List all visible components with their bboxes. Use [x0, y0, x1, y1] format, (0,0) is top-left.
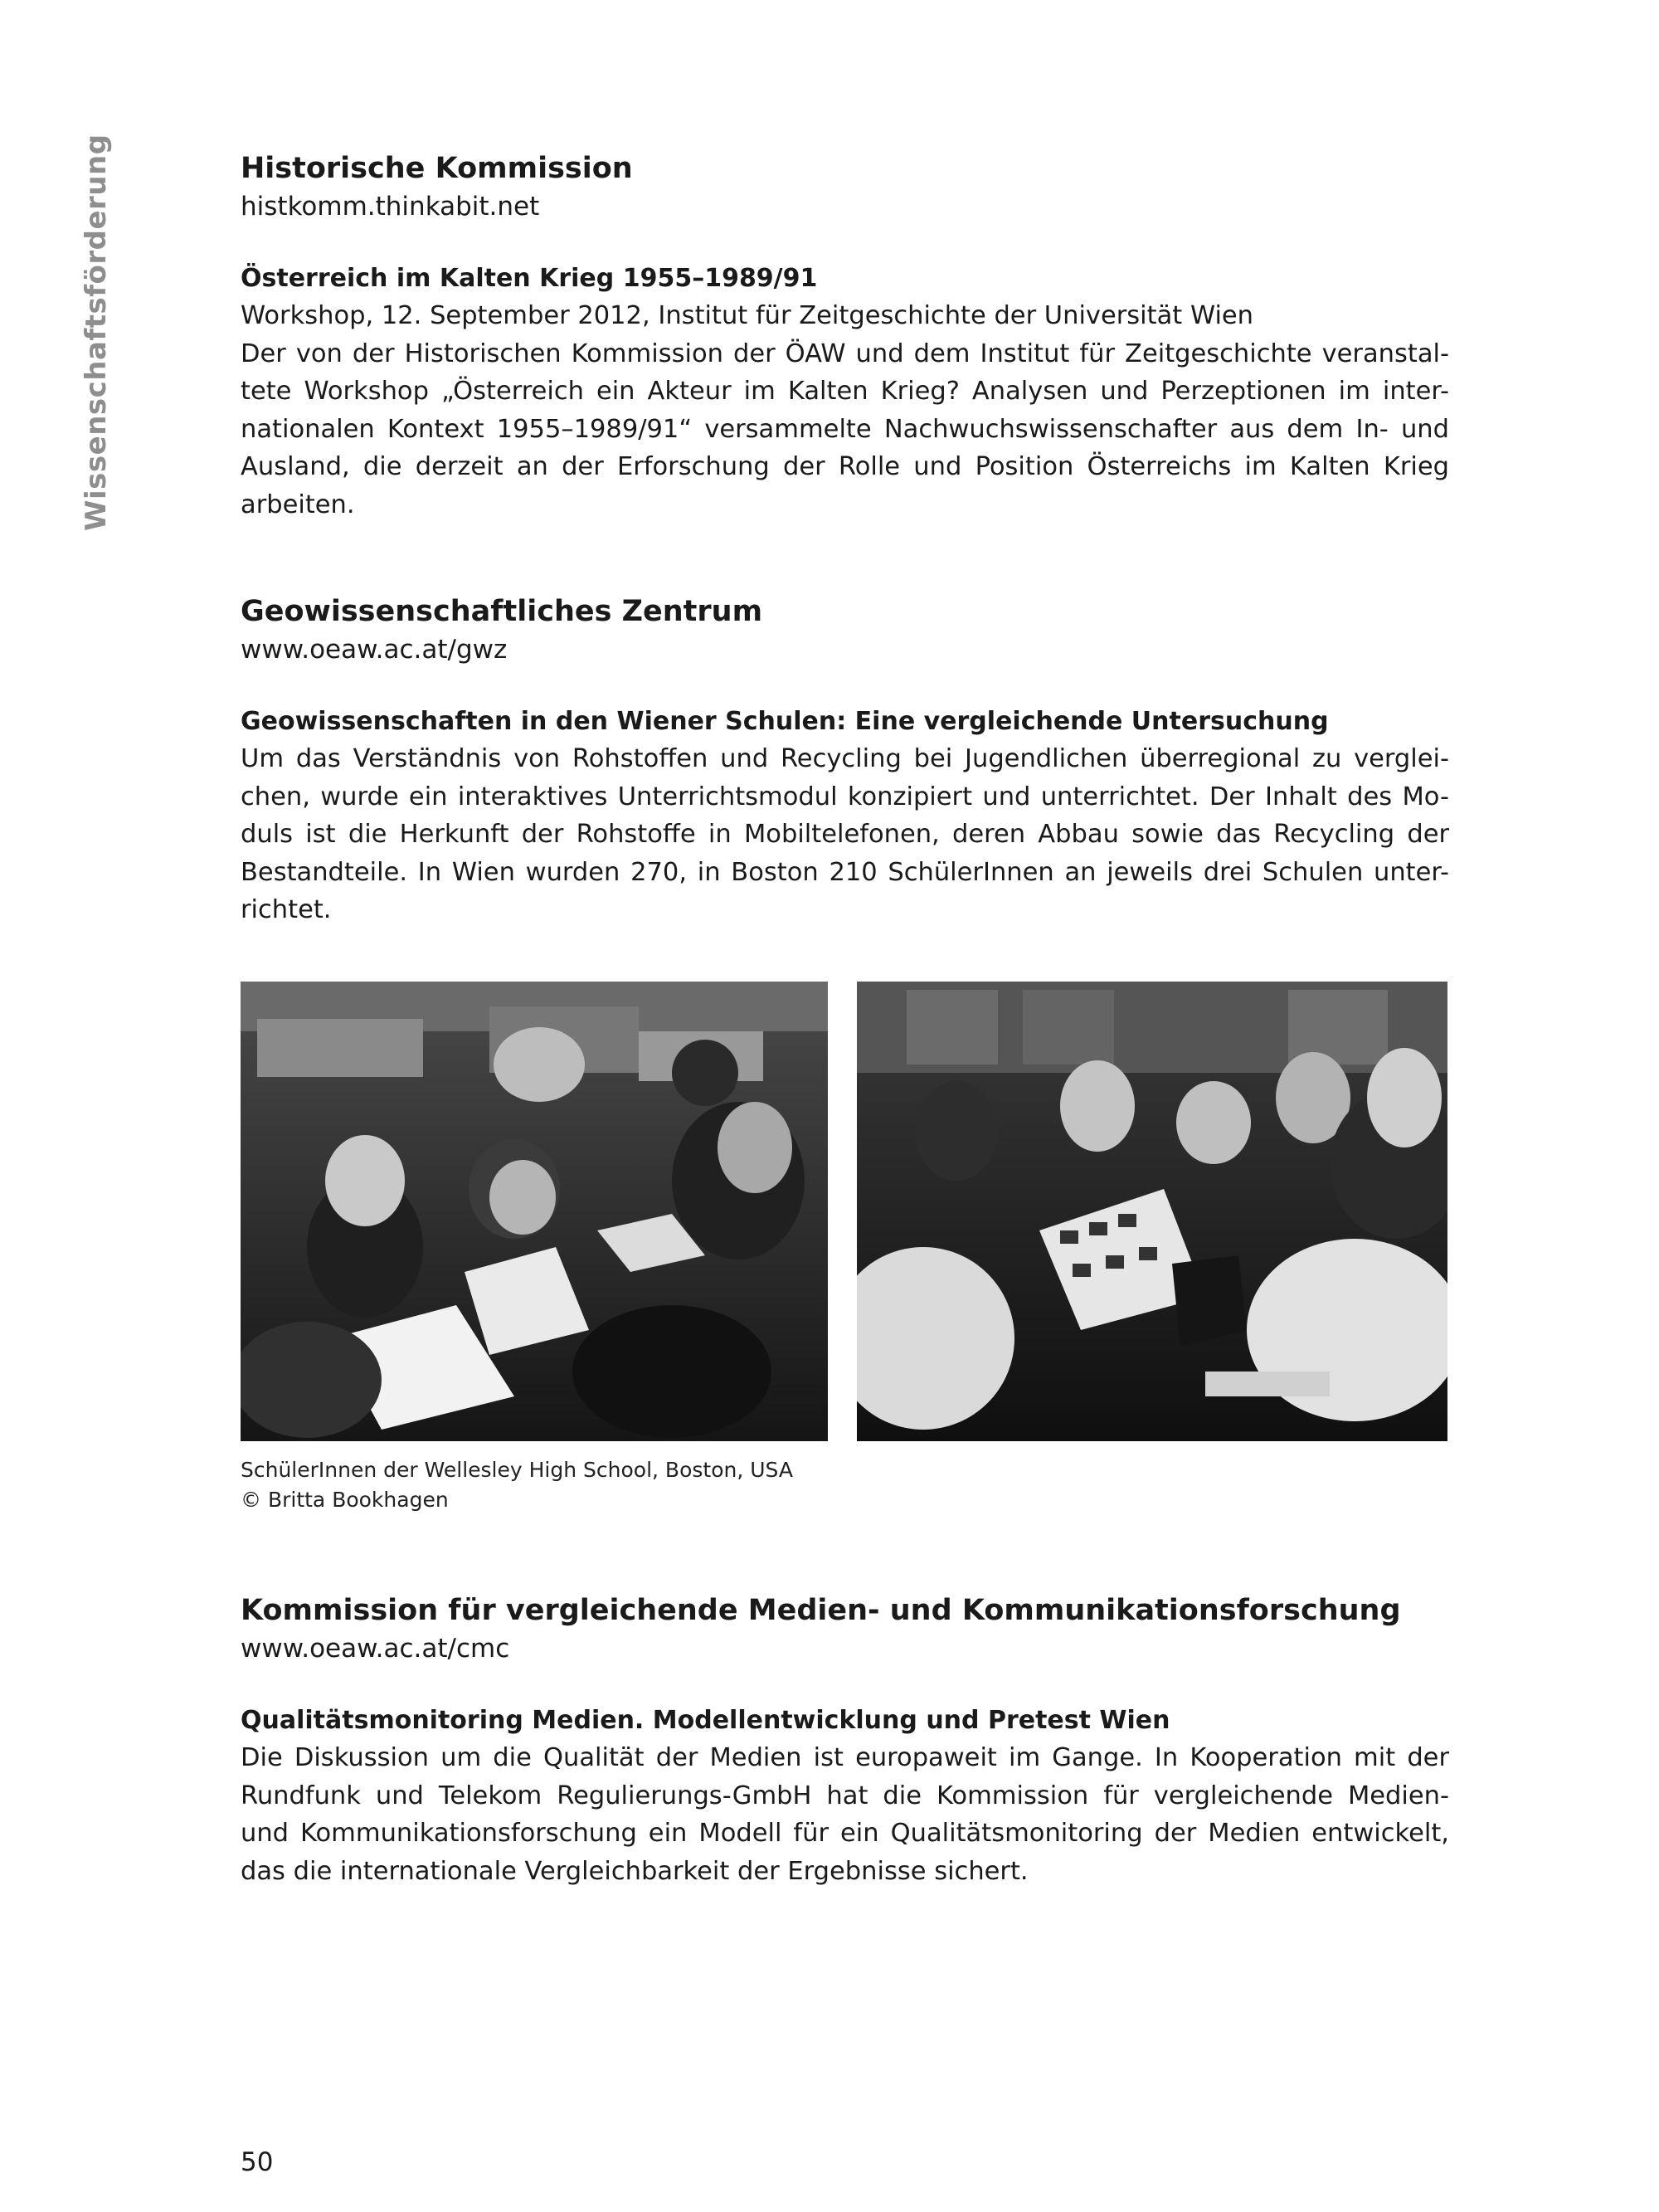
project-title: Qualitätsmonitoring Medien. Modellentwicklung und Pretest Wien [241, 1706, 1170, 1735]
text-line: richtet. [241, 895, 332, 924]
institution-heading: Geowissenschaftliches Zentrum [241, 595, 763, 628]
classroom-photo-left [241, 982, 828, 1441]
caption-credit: © Britta Bookhagen [241, 1488, 449, 1512]
classroom-photo-left-graphic [241, 982, 828, 1441]
project-description [241, 1739, 1449, 1890]
text-line: nationalen Kontext 1955–1989/91“ versammelte Nachwuchswissenschafter aus dem In- und [241, 414, 1449, 444]
text-line: Rundfunk und Telekom Regulierungs-GmbH hat die Kommission für vergleichende Medien- [241, 1781, 1449, 1810]
text-line: Ausland, die derzeit an der Erforschung der Rolle und Position Österreichs im Kalten Krieg [241, 452, 1449, 481]
text-line: Bestandteile. In Wien wurden 270, in Boston 210 SchülerInnen an jeweils drei Schulen unter- [241, 857, 1449, 887]
photo-caption [241, 1455, 793, 1515]
text-line: chen, wurde ein interaktives Unterrichtsmodul konzipiert und unterrichtet. Der Inhalt des Mo- [241, 782, 1449, 811]
text-line: Um das Verständnis von Rohstoffen und Recycling bei Jugendlichen überregional zu verglei- [241, 744, 1449, 773]
institution-heading: Historische Kommission [241, 152, 633, 185]
institution-url[interactable]: histkomm.thinkabit.net [241, 192, 540, 222]
text-line: Der von der Historischen Kommission der ÖAW und dem Institut für Zeitgeschichte veranstal- [241, 339, 1449, 368]
section-historische-kommission [241, 149, 1449, 524]
project-description [241, 740, 1449, 929]
text-line: das die internationale Vergleichbarkeit der Ergebnisse sichert. [241, 1856, 1029, 1886]
section-geowissenschaftliches-zentrum [241, 592, 1449, 929]
text-line: Die Diskussion um die Qualität der Medien ist europaweit im Gange. In Kooperation mit der [241, 1743, 1449, 1772]
classroom-photo-right-graphic [857, 982, 1447, 1441]
side-section-label: Wissenschaftsförderung [80, 134, 113, 531]
section-medien-kommunikationsforschung [241, 1591, 1449, 1890]
project-title: Geowissenschaften in den Wiener Schulen: Eine vergleichende Untersuchung [241, 707, 1329, 736]
text-line: tete Workshop „Österreich ein Akteur im Kalten Krieg? Analysen und Perzeptionen im inter- [241, 377, 1449, 406]
text-line: und Kommunikationsforschung ein Modell für ein Qualitätsmonitoring der Medien entwickelt, [241, 1819, 1449, 1848]
text-line: Workshop, 12. September 2012, Institut für Zeitgeschichte der Universität Wien [241, 301, 1254, 330]
caption-text: SchülerInnen der Wellesley High School, Boston, USA [241, 1458, 793, 1482]
institution-url[interactable]: www.oeaw.ac.at/gwz [241, 635, 508, 665]
institution-url[interactable]: www.oeaw.ac.at/cmc [241, 1634, 510, 1664]
classroom-photo-right [857, 982, 1447, 1441]
project-title: Österreich im Kalten Krieg 1955–1989/91 [241, 264, 818, 293]
text-line: duls ist die Herkunft der Rohstoffe in Mobiltelefonen, deren Abbau sowie das Recycling der [241, 820, 1449, 849]
text-line: arbeiten. [241, 490, 355, 519]
project-description [241, 297, 1449, 524]
institution-heading: Kommission für vergleichende Medien- und Kommunikationsforschung [241, 1594, 1401, 1627]
page-number: 50 [241, 2147, 274, 2177]
